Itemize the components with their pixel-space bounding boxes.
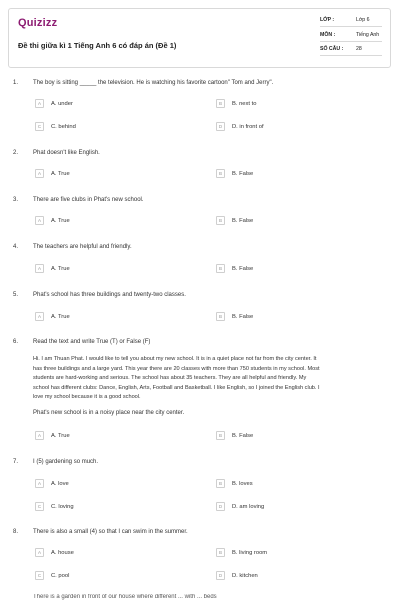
question-number: 1. — [13, 80, 19, 86]
option-b-text[interactable]: B. living room — [232, 550, 268, 556]
question-text: Phat's school has three buildings and twenty-two classes. — [33, 292, 186, 298]
option-c-text[interactable]: C. loving — [51, 504, 74, 510]
option-d-badge[interactable]: D — [216, 122, 225, 131]
passage-line: Hi. I am Thuan Phat. I would like to tell you about my new school. It is in a quiet place not far from the city center. It — [33, 356, 317, 362]
option-a-badge[interactable]: A — [35, 216, 44, 225]
option-a-text[interactable]: A. love — [51, 481, 69, 487]
question-number: 8. — [13, 529, 19, 535]
option-a-text[interactable]: A. True — [51, 266, 70, 272]
option-b-text[interactable]: B. next to — [232, 101, 257, 107]
option-c-text[interactable]: C. pool — [51, 573, 70, 579]
option-b-text[interactable]: B. False — [232, 171, 254, 177]
worksheet-title: Đề thi giữa kì 1 Tiếng Anh 6 có đáp án (Đề 1) — [18, 41, 177, 50]
question-text: The boy is sitting _____ the television. He is watching his favorite cartoon" Tom and Jerry". — [33, 80, 274, 86]
meta-grade — [320, 17, 370, 23]
option-b-badge[interactable]: B — [216, 431, 225, 440]
option-a-badge[interactable]: A — [35, 312, 44, 321]
option-b-badge[interactable]: B — [216, 169, 225, 178]
option-b-badge[interactable]: B — [216, 99, 225, 108]
passage-line: students are hard-working and serious. The school has about 35 teachers. They are all helpful and friendly. My — [33, 375, 307, 381]
meta-subject — [320, 32, 379, 38]
option-c-text[interactable]: C. behind — [51, 124, 76, 130]
option-a-text[interactable]: A. True — [51, 433, 70, 439]
question-text: There are five clubs in Phat's new school. — [33, 197, 144, 203]
option-d-text[interactable]: D. kitchen — [232, 573, 258, 579]
question-statement: Phat's new school is in a noisy place near the city center. — [33, 410, 185, 416]
option-b-text[interactable]: B. False — [232, 218, 254, 224]
option-a-badge[interactable]: A — [35, 548, 44, 557]
option-b-text[interactable]: B. False — [232, 266, 254, 272]
option-a-text[interactable]: A. True — [51, 171, 70, 177]
question-text: There is also a small (4) so that I can swim in the summer. — [33, 529, 188, 535]
question-number: 7. — [13, 459, 19, 465]
option-c-badge[interactable]: C — [35, 502, 44, 511]
question-number: 5. — [13, 292, 19, 298]
option-a-badge[interactable]: A — [35, 264, 44, 273]
option-a-badge[interactable]: A — [35, 479, 44, 488]
question-number: 3. — [13, 197, 19, 203]
meta-question-count — [320, 46, 362, 52]
option-b-badge[interactable]: B — [216, 479, 225, 488]
option-a-text[interactable]: A. True — [51, 218, 70, 224]
question-text: Read the text and write True (T) or False (F) — [33, 339, 151, 345]
option-b-badge[interactable]: B — [216, 548, 225, 557]
passage-line: love my school because it is a good school. — [33, 394, 141, 400]
meta-divider — [320, 55, 382, 56]
option-b-badge[interactable]: B — [216, 216, 225, 225]
question-text: The teachers are helpful and friendly. — [33, 244, 132, 250]
quizizz-logo: Quizizz — [18, 17, 58, 29]
meta-label: LỚP : — [320, 17, 335, 23]
option-d-badge[interactable]: D — [216, 571, 225, 580]
option-b-text[interactable]: B. False — [232, 314, 254, 320]
question-number: 4. — [13, 244, 19, 250]
option-d-badge[interactable]: D — [216, 502, 225, 511]
meta-divider — [320, 26, 382, 27]
option-a-text[interactable]: A. under — [51, 101, 73, 107]
option-a-badge[interactable]: A — [35, 99, 44, 108]
option-c-badge[interactable]: C — [35, 122, 44, 131]
meta-divider — [320, 41, 382, 42]
option-b-text[interactable]: B. False — [232, 433, 254, 439]
meta-value: Lớp 6 — [356, 17, 370, 23]
option-b-text[interactable]: B. loves — [232, 481, 253, 487]
question-number: 6. — [13, 339, 19, 345]
meta-value: Tiếng Anh — [356, 32, 380, 38]
option-a-text[interactable]: A. house — [51, 550, 74, 556]
option-d-text[interactable]: D. in front of — [232, 124, 264, 130]
question-number: 2. — [13, 150, 19, 156]
option-a-text[interactable]: A. True — [51, 314, 70, 320]
meta-label: SỐ CÂU : — [320, 46, 344, 52]
passage-line: has three buildings and a large yard. This year there are 20 classes with more than 750 students in my school. Most — [33, 365, 320, 372]
meta-label: MÔN : — [320, 32, 336, 38]
question-text: I (5) gardening so much. — [33, 459, 99, 465]
option-a-badge[interactable]: A — [35, 431, 44, 440]
option-a-badge[interactable]: A — [35, 169, 44, 178]
question-text: Phat doesn't like English. — [33, 150, 100, 156]
reading-passage — [33, 355, 388, 403]
cutoff-question-text: There is a garden in front of our house where different ... with ... beds — [33, 594, 217, 600]
passage-line: school has different clubs: Dance, English, Arts, Football and Basketball. I like English, so I joined the English club. I — [33, 384, 320, 391]
option-c-badge[interactable]: C — [35, 571, 44, 580]
option-d-text[interactable]: D. am loving — [232, 504, 265, 510]
option-b-badge[interactable]: B — [216, 264, 225, 273]
option-b-badge[interactable]: B — [216, 312, 225, 321]
meta-value: 28 — [356, 46, 362, 52]
